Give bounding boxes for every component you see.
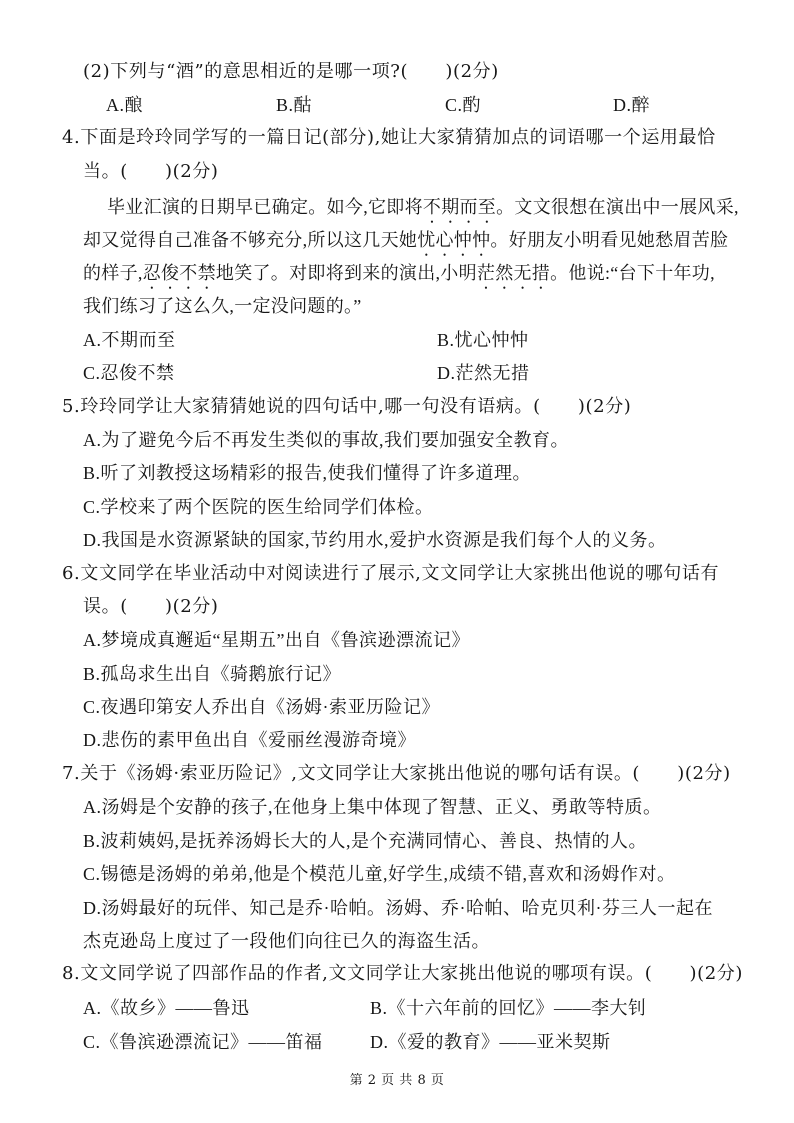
- diary-text-segment: 我们练习了这么久,一定没问题的。”: [83, 296, 362, 316]
- diary-line-4: [83, 294, 362, 318]
- q7-stem: 7.关于《汤姆·索亚历险记》,文文同学让大家挑出他说的哪句话有误。( )(2分): [62, 763, 731, 784]
- diary-text-segment: 却又觉得自己准备不够充分,所以这几天她: [83, 230, 418, 250]
- dotted-word: 茫然无措: [476, 263, 551, 283]
- q6-option-d: D.悲伤的素甲鱼出自《爱丽丝漫游奇境》: [83, 730, 416, 750]
- q5-option-c: C.学校来了两个医院的医生给同学们体检。: [83, 497, 434, 517]
- diary-text-segment: 。好朋友小明看见她愁眉苦脸: [490, 230, 729, 250]
- q6-option-b: B.孤岛求生出自《骑鹅旅行记》: [83, 664, 342, 684]
- q5-option-b: B.听了刘教授这场精彩的报告,使我们懂得了许多道理。: [83, 463, 532, 483]
- diary-line-3: [83, 261, 715, 293]
- page-number-footer: 第 2 页 共 8 页: [349, 1073, 445, 1088]
- q4-option-d: D.茫然无措: [437, 363, 530, 383]
- q4-stem-line-1: 4.下面是玲玲同学写的一篇日记(部分),她让大家猜猜加点的词语哪一个运用最恰: [62, 127, 716, 148]
- diary-text-segment: 地笑了。对即将到来的演出,小明: [215, 263, 477, 283]
- q7-option-d: D.汤姆最好的玩伴、知己是乔·哈帕。汤姆、乔·哈帕、哈克贝利·芬三人一起在: [83, 898, 713, 918]
- q4-option-c: C.忍俊不禁: [83, 363, 175, 383]
- q4-option-b: B.忧心忡忡: [437, 330, 529, 350]
- q8-stem: 8.文文同学说了四部作品的作者,文文同学让大家挑出他说的哪项有误。( )(2分): [62, 963, 744, 984]
- q3-part2-stem: (2)下列与“酒”的意思相近的是哪一项?( )(2分): [83, 61, 499, 82]
- q8-option-a: A.《故乡》——鲁迅: [83, 998, 250, 1018]
- q4-option-a: A.不期而至: [83, 330, 176, 350]
- q5-option-a: A.为了避免今后不再发生类似的事故,我们要加强安全教育。: [83, 430, 569, 450]
- q7-option-d-continuation: 杰克逊岛上度过了一段他们向往已久的海盗生活。: [83, 931, 490, 951]
- q8-option-c: C.《鲁滨逊漂流记》——笛福: [83, 1032, 323, 1052]
- q6-option-c: C.夜遇印第安人乔出自《汤姆·索亚历险记》: [83, 697, 440, 717]
- q7-option-c: C.锡德是汤姆的弟弟,他是个模范儿童,好学生,成绩不错,喜欢和汤姆作对。: [83, 864, 676, 884]
- diary-text-segment: 。他说:“台下十年功,: [550, 263, 715, 283]
- q3-part2-option-c: C.酌: [445, 95, 482, 115]
- diary-text-segment: 。文文很想在演出中一展风采,: [496, 197, 739, 217]
- q5-option-d: D.我国是水资源紧缺的国家,节约用水,爱护水资源是我们每个人的义务。: [83, 530, 667, 550]
- q8-option-d: D.《爱的教育》——亚米契斯: [370, 1032, 611, 1052]
- q6-option-a: A.梦境成真邂逅“星期五”出自《鲁滨逊漂流记》: [83, 630, 470, 650]
- q5-stem: 5.玲玲同学让大家猜猜她说的四句话中,哪一句没有语病。( )(2分): [62, 396, 632, 417]
- diary-line-1: [107, 195, 739, 227]
- dotted-word: 忍俊不禁: [142, 263, 216, 283]
- diary-line-2: [83, 228, 728, 260]
- dotted-word: 忧心忡忡: [417, 230, 491, 250]
- diary-text-segment: 的样子,: [83, 263, 143, 283]
- q3-part2-option-b: B.酤: [276, 95, 313, 115]
- q8-option-b: B.《十六年前的回忆》——李大钊: [370, 998, 647, 1018]
- q6-stem-line-2: 误。( )(2分): [83, 596, 219, 617]
- q3-part2-option-d: D.醉: [613, 95, 650, 115]
- dotted-word: 不期而至: [422, 197, 497, 217]
- q4-stem-line-2: 当。( )(2分): [83, 161, 219, 182]
- q3-part2-option-a: A.酿: [106, 95, 143, 115]
- q7-option-b: B.波莉姨妈,是抚养汤姆长大的人,是个充满同情心、善良、热情的人。: [83, 831, 648, 851]
- diary-text-segment: 毕业汇演的日期早已确定。如今,它即将: [107, 197, 423, 217]
- q6-stem-line-1: 6.文文同学在毕业活动中对阅读进行了展示,文文同学让大家挑出他说的哪句话有: [62, 563, 720, 584]
- q7-option-a: A.汤姆是个安静的孩子,在他身上集中体现了智慧、正义、勇敢等特质。: [83, 797, 662, 817]
